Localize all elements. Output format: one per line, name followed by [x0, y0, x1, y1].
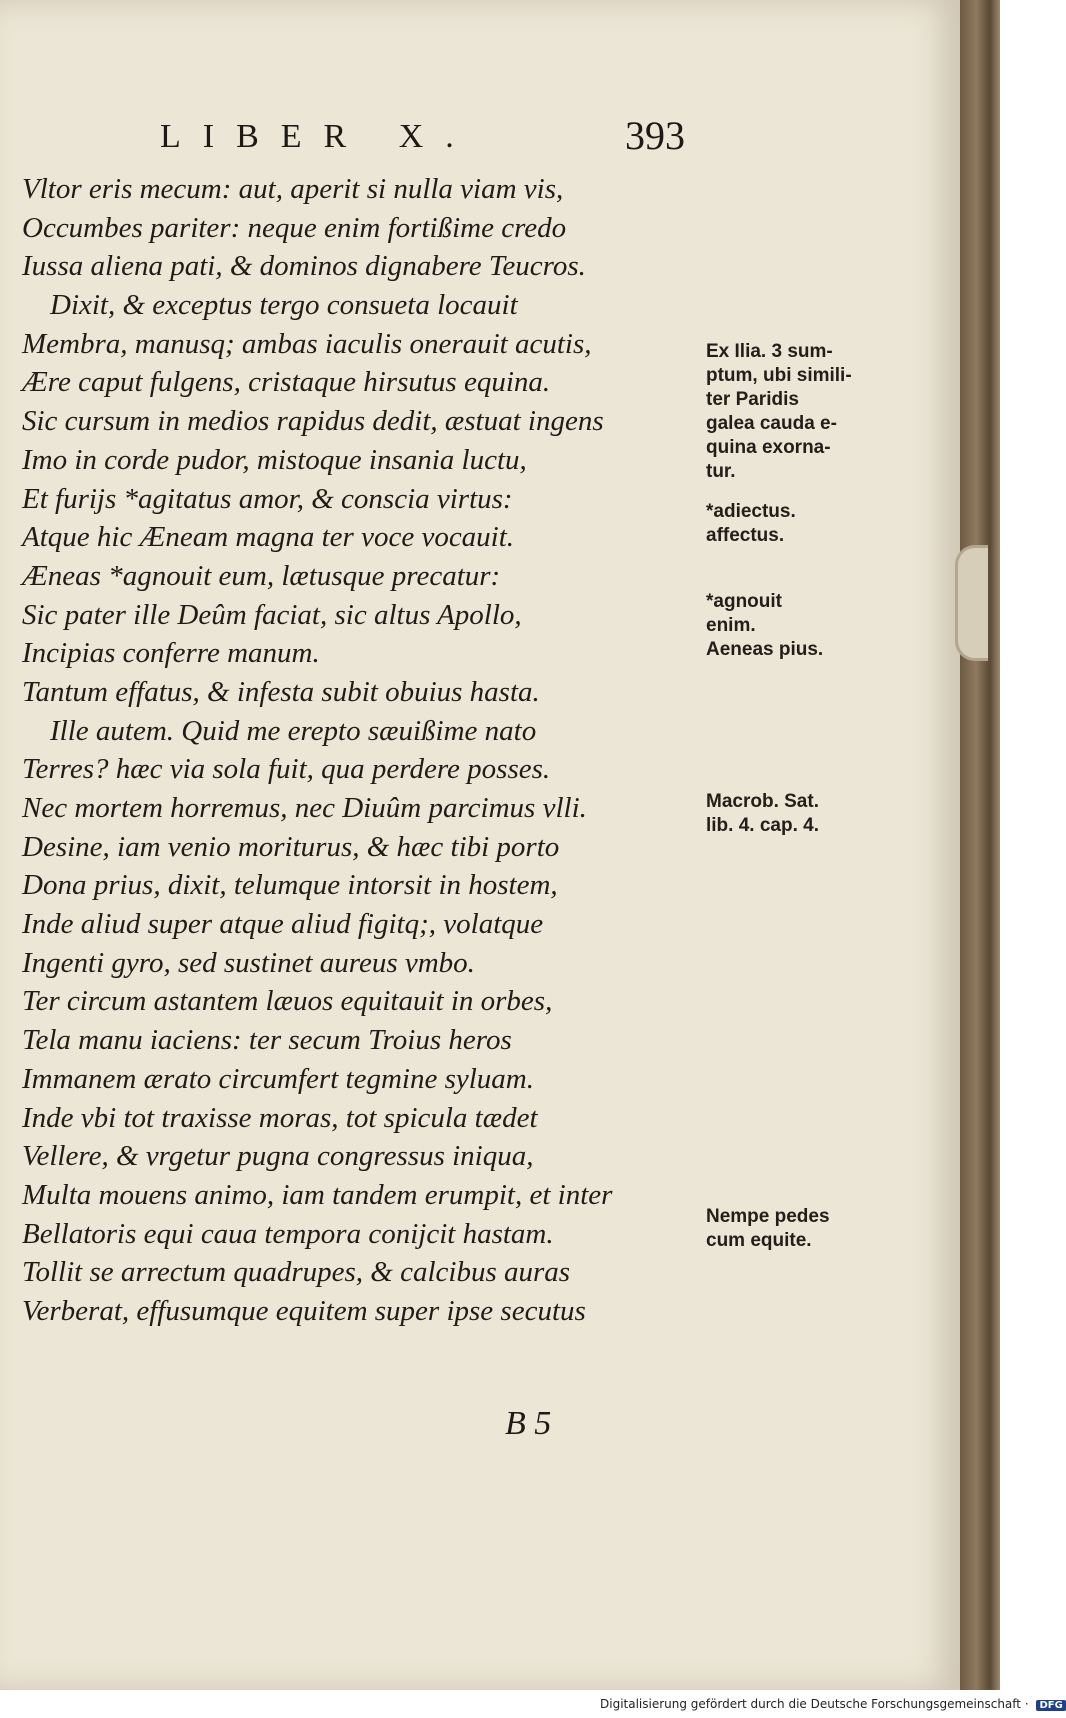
running-head: LIBER X.	[160, 118, 476, 155]
dfg-logo-icon: DFG	[1036, 1700, 1065, 1711]
marginal-note	[706, 590, 823, 662]
note-line: *adiectus.	[706, 501, 796, 522]
note-line: affectus.	[706, 525, 785, 546]
note-line: ptum, ubi simili-	[706, 365, 852, 386]
verse-line: Tantum effatus, & infesta subit obuius hasta.	[22, 675, 540, 708]
verse-line: Dixit, & exceptus tergo consueta locauit	[50, 289, 518, 322]
note-line: ter Paridis	[706, 389, 799, 410]
verse-line: Sic cursum in medios rapidus dedit, æstuat ingens	[22, 405, 604, 438]
marginal-note	[706, 790, 819, 838]
note-line: tur.	[706, 461, 736, 482]
verse-line: Sic pater ille Deûm faciat, sic altus Apollo,	[22, 598, 522, 631]
verse-line: Membra, manusq; ambas iaculis onerauit acutis,	[22, 327, 592, 360]
page-number: 393	[625, 113, 685, 158]
verse-line: Tollit se arrectum quadrupes, & calcibus auras	[22, 1256, 571, 1289]
marginal-note	[706, 340, 852, 484]
verse-line: Ille autem. Quid me erepto sæuißime nato	[50, 714, 537, 747]
note-line: *agnouit	[706, 591, 782, 612]
verse-line: Immanem ærato circumfert tegmine syluam.	[22, 1062, 534, 1095]
verse-line: Verberat, effusumque equitem super ipse secutus	[22, 1294, 586, 1327]
note-line: cum equite.	[706, 1230, 812, 1251]
book-clasp	[955, 545, 988, 661]
note-line: lib. 4. cap. 4.	[706, 815, 819, 836]
verse-line: Inde aliud super atque aliud figitq;, volatque	[22, 908, 544, 941]
verse-list	[22, 170, 702, 1331]
verse-line: Nec mortem horremus, nec Diuûm parcimus vlli.	[22, 792, 587, 824]
note-line: Nempe pedes	[706, 1206, 830, 1227]
note-line: galea cauda e-	[706, 413, 837, 434]
verse-line: Bellatoris equi caua tempora conijcit hastam.	[22, 1217, 554, 1250]
funding-footer	[600, 1697, 1066, 1711]
verse-line: Vellere, & vrgetur pugna congressus iniqua,	[22, 1140, 534, 1173]
note-line: quina exorna-	[706, 437, 831, 458]
marginal-note	[706, 1205, 830, 1253]
note-line: Ex Ilia. 3 sum-	[706, 341, 833, 362]
verse-line: Atque hic Æneam magna ter voce vocauit.	[22, 521, 515, 554]
verse-line: Ære caput fulgens, cristaque hirsutus equina.	[22, 366, 551, 399]
note-line: enim.	[706, 615, 756, 636]
verse-line: Iussa aliena pati, & dominos dignabere Teucros.	[22, 250, 586, 283]
marginal-note	[706, 500, 796, 548]
verse-line: Ter circum astantem læuos equitauit in orbes,	[22, 985, 553, 1018]
verse-line: Terres? hæc via sola fuit, qua perdere posses.	[22, 753, 551, 786]
note-line: Macrob. Sat.	[706, 791, 819, 812]
verse-line: Vltor eris mecum: aut, aperit si nulla viam vis,	[22, 173, 564, 205]
verse-line: Dona prius, dixit, telumque intorsit in hostem,	[22, 869, 558, 902]
verse-line: Et furijs *agitatus amor, & conscia virtus:	[22, 482, 513, 515]
signature-mark: B 5	[505, 1405, 552, 1442]
verse-line: Incipias conferre manum.	[22, 637, 320, 670]
verse-line: Tela manu iaciens: ter secum Troius heros	[22, 1024, 512, 1057]
footer-text: Digitalisierung gefördert durch die Deutsche Forschungsgemeinschaft ·	[600, 1697, 1029, 1711]
verse-line: Occumbes pariter: neque enim fortißime credo	[22, 211, 567, 244]
verse-line: Æneas *agnouit eum, lætusque precatur:	[22, 559, 501, 592]
note-line: Aeneas pius.	[706, 639, 824, 660]
verse-line: Ingenti gyro, sed sustinet aureus vmbo.	[22, 946, 475, 979]
book-spine	[960, 0, 1000, 1690]
verse-line: Imo in corde pudor, mistoque insania luctu,	[22, 443, 527, 476]
verse-line: Multa mouens animo, iam tandem erumpit, et inter	[22, 1178, 613, 1211]
verse-line: Desine, iam venio moriturus, & hæc tibi porto	[22, 830, 560, 863]
verse-line: Inde vbi tot traxisse moras, tot spicula tædet	[22, 1101, 538, 1134]
